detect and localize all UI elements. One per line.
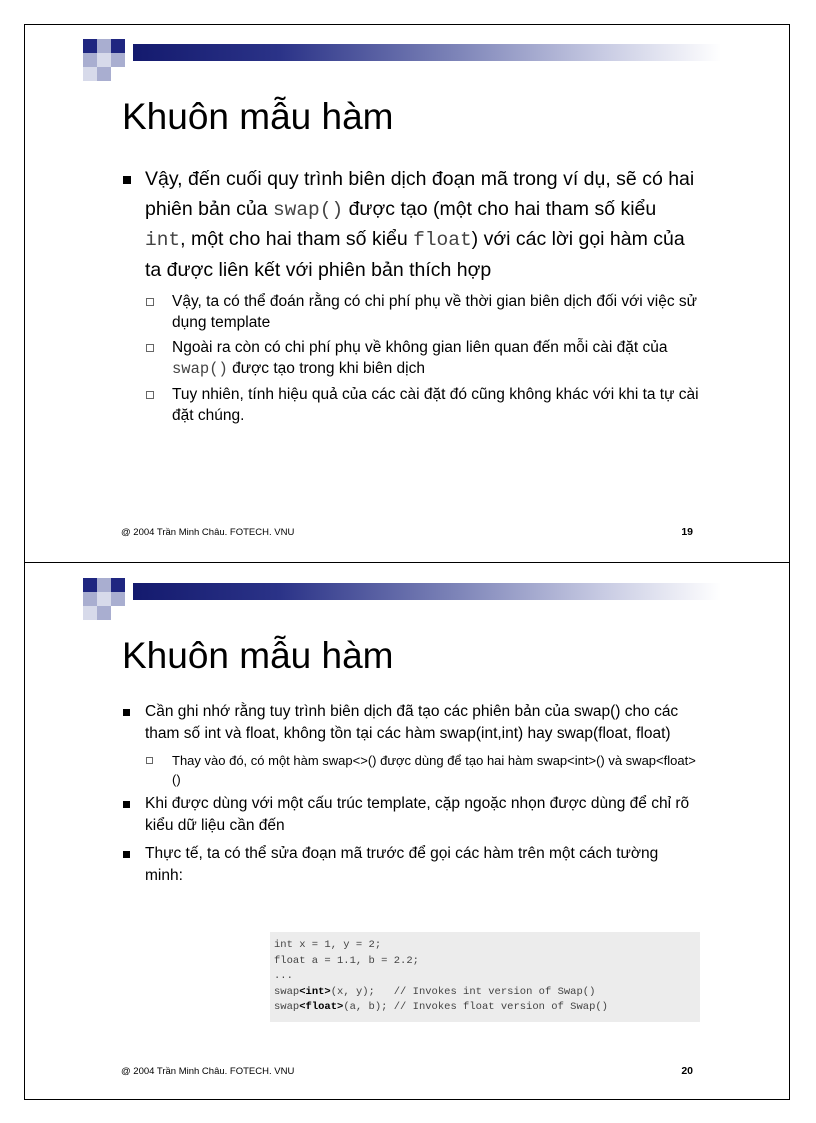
code-line: float a = 1.1, b = 2.2; [274,954,419,967]
slide-content [120,701,700,893]
code-line: ... [274,970,293,982]
hollow-square-bullet-icon [146,298,154,306]
slide-title: Khuôn mẫu hàm [122,635,394,676]
slide-title: Khuôn mẫu hàm [122,96,394,137]
page-number: 19 [681,526,693,538]
slide-logo-squares [83,578,133,624]
sub-bullet-item: Thay vào đó, có một hàm swap<>() được dùng để tạo hai hàm swap<int>() và swap<float>() [120,751,700,789]
slide-footer: @ 2004 Trần Minh Châu. FOTECH. VNU [121,1066,295,1077]
sub-bullet-item: Vậy, ta có thể đoán rằng có chi phí phụ về thời gian biên dịch đối với việc sử dụng template [120,291,700,333]
slide-logo-squares [83,39,133,85]
slide-content [120,165,700,430]
hollow-square-bullet-icon [146,344,154,352]
sub-bullet-item: Tuy nhiên, tính hiệu quả của các cài đặt đó cũng không khác với khi ta tự cài đặt chúng. [120,384,700,426]
bullet-item: Cần ghi nhớ rằng tuy trình biên dịch đã tạo các phiên bản của swap() cho các tham số int và float, không tồn tại các hàm swap(int,int) hay swap(float, float) [120,701,700,745]
square-bullet-icon [123,709,130,716]
code-line: swap<float>(a, b); // Invokes float version of Swap() [274,1001,608,1013]
page-number: 20 [681,1065,693,1077]
title-gradient-bar [133,583,721,600]
title-gradient-bar [133,44,721,61]
hollow-square-bullet-icon [146,757,153,764]
slide-20 [25,564,789,1099]
code-line: swap<int>(x, y); // Invokes int version of Swap() [274,985,596,998]
bullet-item: Khi được dùng với một cấu trúc template, cặp ngoặc nhọn được dùng để chỉ rõ kiểu dữ liệu cần đến [120,793,700,837]
bullet-item: Thực tế, ta có thể sửa đoạn mã trước để gọi các hàm trên một cách tường minh: [120,843,700,887]
slide-divider [24,562,790,563]
hollow-square-bullet-icon [146,391,154,399]
slide-footer: @ 2004 Trần Minh Châu. FOTECH. VNU [121,527,295,538]
square-bullet-icon [123,801,130,808]
square-bullet-icon [123,176,131,184]
code-line: int x = 1, y = 2; [274,939,382,951]
code-example [270,932,700,1022]
sub-bullet-item: Ngoài ra còn có chi phí phụ về không gian liên quan đến mỗi cài đặt của swap() được tạo trong khi biên dịch [120,337,700,380]
slide-19 [25,25,789,560]
square-bullet-icon [123,851,130,858]
bullet-item: Vậy, đến cuối quy trình biên dịch đoạn mã trong ví dụ, sẽ có hai phiên bản của swap() được tạo (một cho hai tham số kiểu int, một cho hai tham số kiểu float) với các lời gọi hàm của ta được liên kết với phiên bản thích hợp [120,165,700,285]
